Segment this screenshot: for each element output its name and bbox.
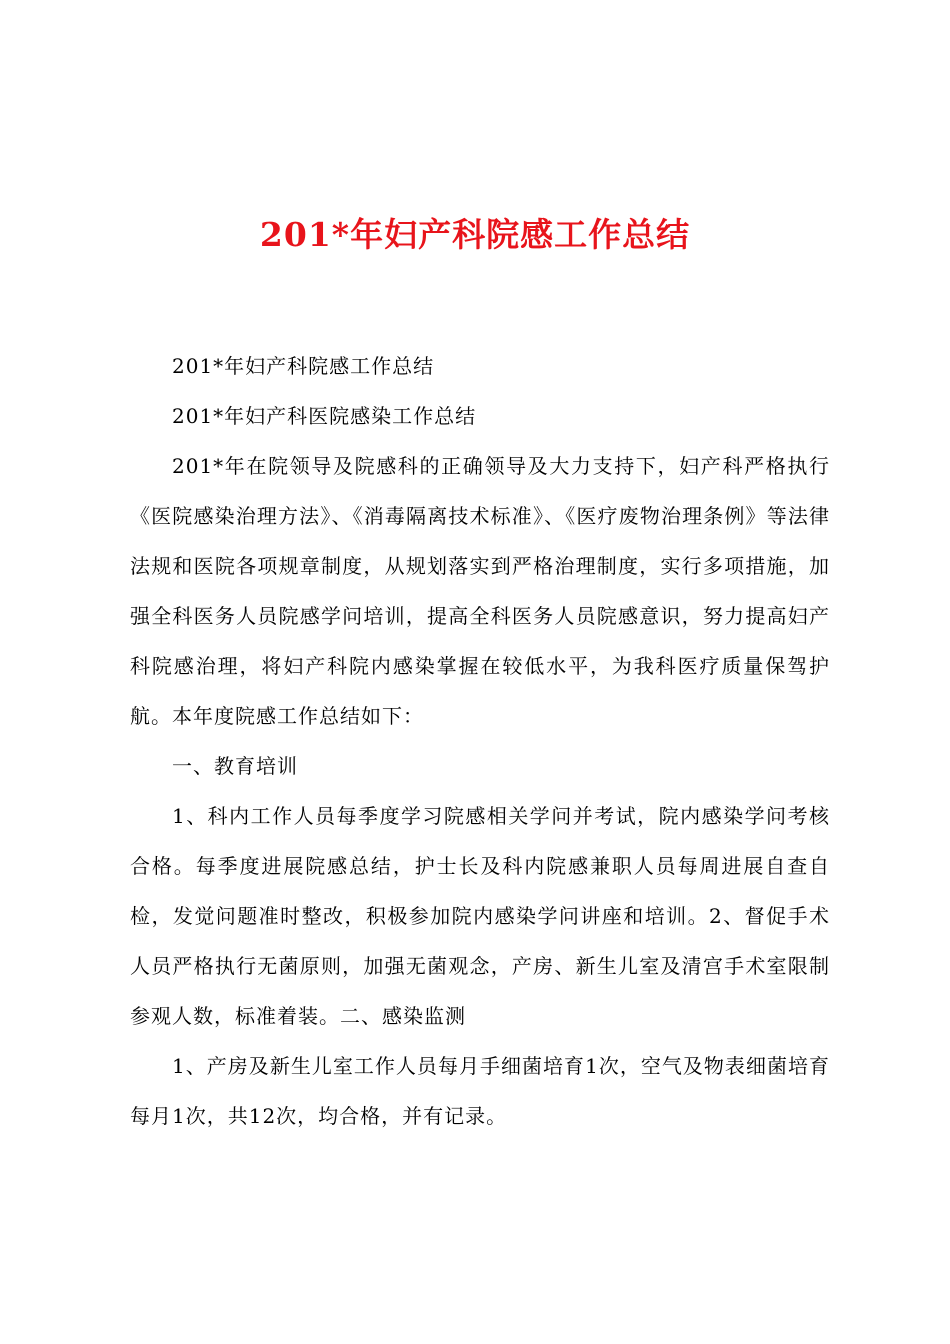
section-heading-education: 一、教育培训 bbox=[172, 754, 298, 778]
paragraph-subtitle-2: 201*年妇产科医院感染工作总结 bbox=[172, 404, 477, 428]
paragraph-monitoring-details: 1、产房及新生儿室工作人员每月手细菌培育1次，空气及物表细菌培育每月1次，共12次，均合格，并有记录。 bbox=[130, 1054, 830, 1128]
document-body bbox=[130, 341, 830, 1141]
paragraph-education-details: 1、科内工作人员每季度学习院感相关学问并考试，院内感染学问考核合格。每季度进展院感总结，护士长及科内院感兼职人员每周进展自查自检，发觉问题准时整改，积极参加院内感染学问讲座和培训。2、督促手术人员严格执行无菌原则，加强无菌观念，产房、新生儿室及清宫手术室限制参观人数，标准着装。二、感染监测 bbox=[130, 804, 830, 1028]
paragraph-intro: 201*年在院领导及院感科的正确领导及大力支持下，妇产科严格执行《医院感染治理方法》、《消毒隔离技术标准》、《医疗废物治理条例》等法律法规和医院各项规章制度，从规划落实到严格治理制度，实行多项措施，加强全科医务人员院感学问培训，提高全科医务人员院感意识，努力提高妇产科院感治理，将妇产科院内感染掌握在较低水平，为我科医疗质量保驾护航。本年度院感工作总结如下： bbox=[130, 454, 830, 728]
paragraph-subtitle-1: 201*年妇产科院感工作总结 bbox=[172, 354, 435, 378]
document-title: 201*年妇产科院感工作总结 bbox=[259, 215, 691, 254]
